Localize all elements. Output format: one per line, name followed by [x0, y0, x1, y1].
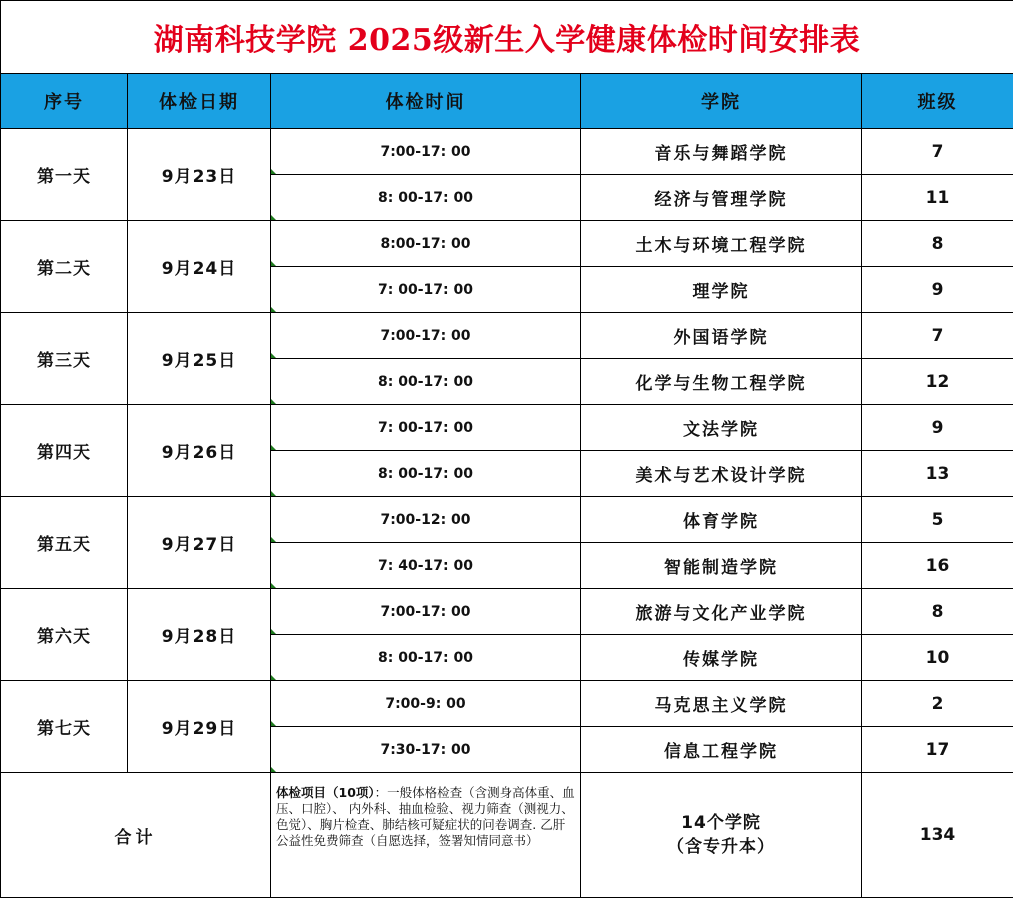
cell-marker-icon [271, 721, 276, 726]
exam-time-text: 7:00-17: 00 [380, 604, 470, 620]
exam-time-text: 7: 40-17: 00 [378, 558, 473, 574]
class-count: 5 [862, 497, 1013, 543]
day-label: 第七天 [1, 681, 128, 773]
class-count: 16 [862, 543, 1013, 589]
cell-marker-icon [271, 675, 276, 680]
cell-marker-icon [271, 169, 276, 174]
exam-date: 9月23日 [128, 129, 271, 221]
cell-marker-icon [271, 491, 276, 496]
exam-time-text: 8: 00-17: 00 [378, 466, 473, 482]
day-label: 第三天 [1, 313, 128, 405]
class-count: 7 [862, 313, 1013, 359]
exam-time [271, 497, 581, 543]
college-name: 音乐与舞蹈学院 [581, 129, 862, 175]
cell-marker-icon [271, 353, 276, 358]
exam-time-text: 7:00-9: 00 [385, 696, 465, 712]
college-name: 旅游与文化产业学院 [581, 589, 862, 635]
table-row [1, 405, 1013, 451]
summary-class-total: 134 [862, 773, 1013, 898]
college-name: 信息工程学院 [581, 727, 862, 773]
table-row [1, 497, 1013, 543]
header-college: 学院 [581, 74, 862, 129]
day-label: 第四天 [1, 405, 128, 497]
summary-college-note: （含专升本） [581, 835, 861, 859]
cell-marker-icon [271, 215, 276, 220]
class-count: 9 [862, 267, 1013, 313]
day-label: 第六天 [1, 589, 128, 681]
class-count: 8 [862, 589, 1013, 635]
exam-items-text: ：一般体格检查（含测身高体重、血压、口腔）、 内外科、抽血检验、视力筛查（测视力、色觉）、胸片检查、肺结核可疑症状的问卷调查. 乙肝公益性免费筛查（自愿选择，签署知情同意书） [276, 785, 575, 848]
exam-time [271, 681, 581, 727]
header-row [1, 74, 1013, 129]
exam-time [271, 313, 581, 359]
cell-marker-icon [271, 537, 276, 542]
class-count: 13 [862, 451, 1013, 497]
exam-time [271, 635, 581, 681]
header-classes: 班级 [862, 74, 1013, 129]
exam-items-title: 体检项目（10项） [276, 785, 375, 800]
day-label: 第二天 [1, 221, 128, 313]
exam-date: 9月27日 [128, 497, 271, 589]
cell-marker-icon [271, 445, 276, 450]
exam-time-text: 7: 00-17: 00 [378, 420, 473, 436]
college-name: 智能制造学院 [581, 543, 862, 589]
exam-time [271, 267, 581, 313]
class-count: 7 [862, 129, 1013, 175]
exam-time [271, 129, 581, 175]
class-count: 11 [862, 175, 1013, 221]
exam-date: 9月28日 [128, 589, 271, 681]
day-label: 第五天 [1, 497, 128, 589]
college-name: 外国语学院 [581, 313, 862, 359]
college-name: 传媒学院 [581, 635, 862, 681]
exam-date: 9月26日 [128, 405, 271, 497]
exam-time-text: 8: 00-17: 00 [378, 650, 473, 666]
college-name: 美术与艺术设计学院 [581, 451, 862, 497]
college-name: 理学院 [581, 267, 862, 313]
exam-time-text: 7:00-17: 00 [380, 144, 470, 160]
summary-label: 合计 [1, 773, 271, 898]
cell-marker-icon [271, 261, 276, 266]
class-count: 9 [862, 405, 1013, 451]
college-name: 马克思主义学院 [581, 681, 862, 727]
class-count: 8 [862, 221, 1013, 267]
exam-items [271, 773, 581, 898]
header-seq: 序号 [1, 74, 128, 129]
class-count: 12 [862, 359, 1013, 405]
exam-time [271, 359, 581, 405]
exam-date: 9月24日 [128, 221, 271, 313]
table-title: 湖南科技学院 2025级新生入学健康体检时间安排表 [1, 1, 1013, 74]
college-name: 文法学院 [581, 405, 862, 451]
cell-marker-icon [271, 307, 276, 312]
exam-time-text: 8: 00-17: 00 [378, 374, 473, 390]
cell-marker-icon [271, 399, 276, 404]
header-date: 体检日期 [128, 74, 271, 129]
college-name: 经济与管理学院 [581, 175, 862, 221]
table-row [1, 589, 1013, 635]
exam-time [271, 451, 581, 497]
exam-time-text: 7:00-17: 00 [380, 328, 470, 344]
class-count: 10 [862, 635, 1013, 681]
exam-time [271, 405, 581, 451]
exam-date: 9月29日 [128, 681, 271, 773]
class-count: 17 [862, 727, 1013, 773]
college-name: 体育学院 [581, 497, 862, 543]
college-name: 化学与生物工程学院 [581, 359, 862, 405]
exam-time [271, 727, 581, 773]
exam-time-text: 8: 00-17: 00 [378, 190, 473, 206]
summary-college [581, 773, 862, 898]
cell-marker-icon [271, 767, 276, 772]
exam-time [271, 221, 581, 267]
summary-college-total: 14个学院 [581, 811, 861, 835]
summary-row [1, 773, 1013, 898]
table-row [1, 129, 1013, 175]
table-row [1, 313, 1013, 359]
college-name: 土木与环境工程学院 [581, 221, 862, 267]
exam-date: 9月25日 [128, 313, 271, 405]
table-row [1, 221, 1013, 267]
table-row [1, 681, 1013, 727]
header-time: 体检时间 [271, 74, 581, 129]
exam-time [271, 543, 581, 589]
exam-time-text: 7:30-17: 00 [380, 742, 470, 758]
cell-marker-icon [271, 583, 276, 588]
exam-time [271, 589, 581, 635]
exam-time-text: 7:00-12: 00 [380, 512, 470, 528]
exam-time-text: 8:00-17: 00 [380, 236, 470, 252]
class-count: 2 [862, 681, 1013, 727]
day-label: 第一天 [1, 129, 128, 221]
cell-marker-icon [271, 629, 276, 634]
exam-time [271, 175, 581, 221]
exam-time-text: 7: 00-17: 00 [378, 282, 473, 298]
